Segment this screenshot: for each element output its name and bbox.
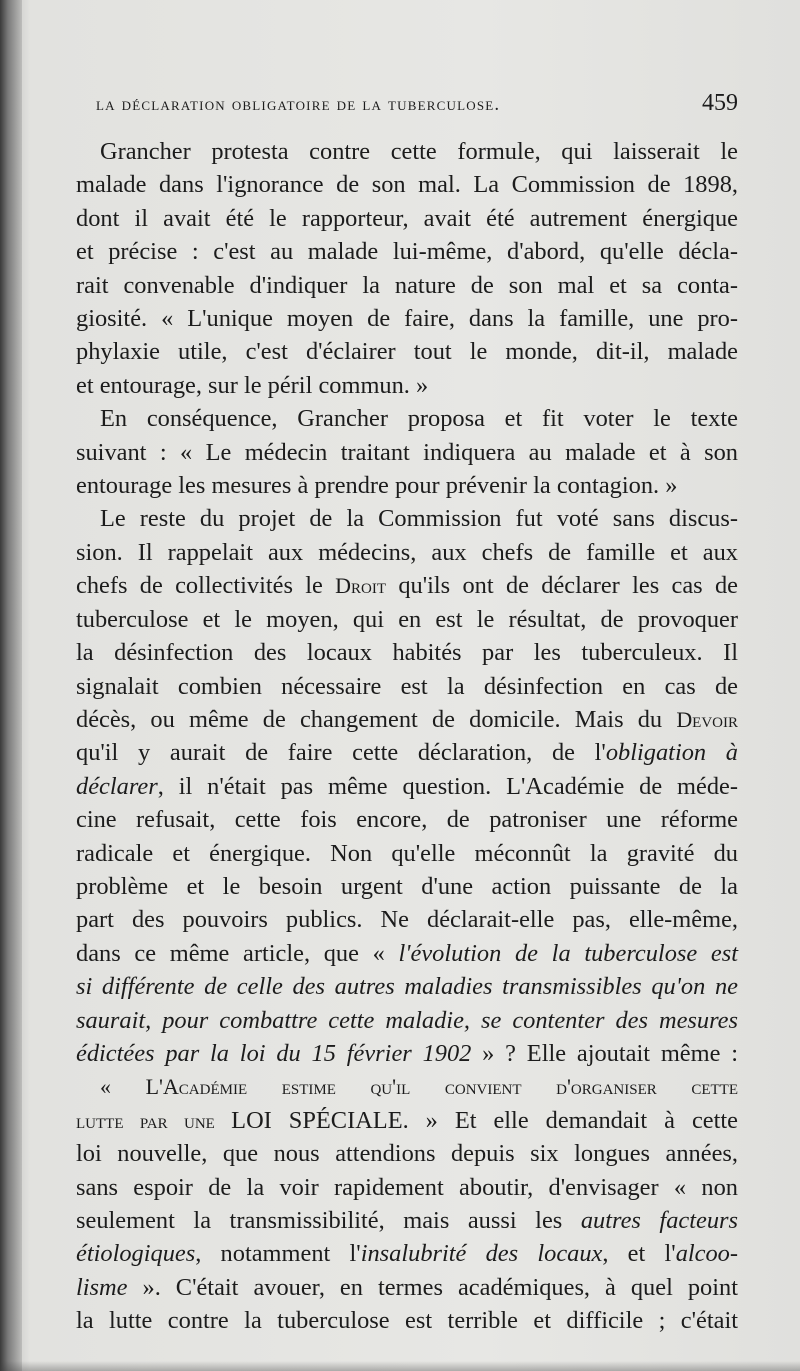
text-run: dans ce même article, que « <box>76 939 399 967</box>
text-line <box>76 569 738 602</box>
body-text <box>76 135 738 1338</box>
text-line: problème et le besoin urgent d'une action puissante de la <box>76 872 738 900</box>
italic-run: autres facteurs <box>580 1207 738 1234</box>
italic-run: alcoo- <box>675 1240 738 1268</box>
text-line <box>76 1271 738 1304</box>
text-line <box>76 770 738 803</box>
text-line: tuberculose et le moyen, qui en est le résultat, de provoquer <box>76 605 738 633</box>
text-line: sans espoir de la voir rapidement aboutir, d'envisager « non <box>76 1173 738 1201</box>
text-line <box>76 1037 738 1070</box>
text-line: Le reste du projet de la Commission fut voté sans discus- <box>100 505 738 533</box>
text-line: radicale et énergique. Non qu'elle méconnût la gravité du <box>76 839 738 867</box>
text-line: la désinfection des locaux habités par les tuberculeux. Il <box>76 639 738 667</box>
text-line: signalait combien nécessaire est la désinfection en cas de <box>76 672 738 700</box>
text-run: chefs de collectivités le <box>76 572 336 600</box>
text-line: et précise : c'est au malade lui-même, d'abord, qu'elle décla- <box>76 238 738 266</box>
italic-run: déclarer <box>76 772 158 800</box>
text-run: , il n'était pas même question. L'Académie de méde- <box>157 772 738 800</box>
text-line: malade dans l'ignorance de son mal. La Commission de 1898, <box>76 171 738 199</box>
text-run: , notamment l' <box>195 1240 361 1268</box>
text-run: qu'il y aurait de faire cette déclaration, de l' <box>76 739 606 767</box>
text-line: dont il avait été le rapporteur, avait été autrement énergique <box>76 204 738 232</box>
italic-run: lisme <box>76 1273 128 1301</box>
text-line <box>76 1237 738 1270</box>
page-binding-shadow <box>0 0 22 1371</box>
italic-line: si différente de celle des autres maladies transmissibles qu'on ne <box>76 973 738 1001</box>
text-line: entourage les mesures à prendre pour prévenir la contagion. » <box>76 472 678 500</box>
text-line: loi nouvelle, que nous attendions depuis six longues années, <box>76 1140 738 1168</box>
text-line: phylaxie utile, c'est d'éclairer tout le monde, dit-il, malade <box>76 338 738 366</box>
small-caps-emphasis: Devoir <box>676 706 738 732</box>
text-run: décès, ou même de changement de domicile. Mais du <box>76 705 677 733</box>
running-head <box>96 94 738 116</box>
text-line: giosité. « L'unique moyen de faire, dans la famille, une pro- <box>76 305 738 333</box>
page-number: 459 <box>702 90 738 116</box>
text-run: seulement la transmissibilité, mais aussi les <box>76 1207 581 1234</box>
small-caps-quote: lutte par une <box>76 1107 232 1133</box>
text-run: » ? Elle ajoutait même : <box>471 1039 739 1067</box>
text-line: cine refusait, cette fois encore, de patroniser une réforme <box>76 806 738 834</box>
text-line: En conséquence, Grancher proposa et fit voter le texte <box>100 405 738 433</box>
loi-speciale: LOI SPÉCIALE. <box>231 1106 409 1134</box>
text-line: la lutte contre la tuberculose est terrible et difficile ; c'était <box>76 1307 738 1335</box>
text-run: » Et elle demandait à cette <box>408 1106 738 1134</box>
italic-run: obligation à <box>605 739 738 767</box>
running-title: la déclaration obligatoire de la tuberculose. <box>96 94 501 115</box>
text-line <box>76 1204 738 1237</box>
text-line: rait convenable d'indiquer la nature de son mal et sa conta- <box>76 271 738 299</box>
italic-line: saurait, pour combattre cette maladie, se contenter des mesures <box>76 1006 738 1034</box>
text-line <box>76 1104 738 1137</box>
text-line <box>76 736 738 769</box>
text-run: qu'ils ont de déclarer les cas de <box>386 572 738 600</box>
small-caps-quote: « L'Académie estime qu'il convient d'organiser cette <box>100 1074 738 1100</box>
text-run: , et l' <box>602 1240 676 1268</box>
italic-run: édictées par la loi du 15 février 1902 <box>76 1039 472 1067</box>
text-line <box>76 703 738 736</box>
small-caps-emphasis: Droit <box>335 573 387 599</box>
italic-run: l'évolution de la tuberculose est <box>398 939 738 967</box>
text-line: Grancher protesta contre cette formule, qui laisserait le <box>100 138 738 165</box>
text-line: suivant : « Le médecin traitant indiquera au malade et à son <box>76 438 738 466</box>
page-bottom-edge <box>0 1361 800 1371</box>
text-line: part des pouvoirs publics. Ne déclarait-elle pas, elle-même, <box>76 906 738 934</box>
text-line: sion. Il rappelait aux médecins, aux chefs de famille et aux <box>76 538 738 566</box>
text-run: ». C'était avouer, en termes académiques, à quel point <box>127 1273 738 1301</box>
italic-run: insalubrité des locaux <box>360 1240 603 1268</box>
text-line <box>76 1070 738 1103</box>
text-line: et entourage, sur le péril commun. » <box>76 371 429 399</box>
italic-run: étiologiques <box>76 1240 196 1268</box>
text-line <box>76 937 738 970</box>
